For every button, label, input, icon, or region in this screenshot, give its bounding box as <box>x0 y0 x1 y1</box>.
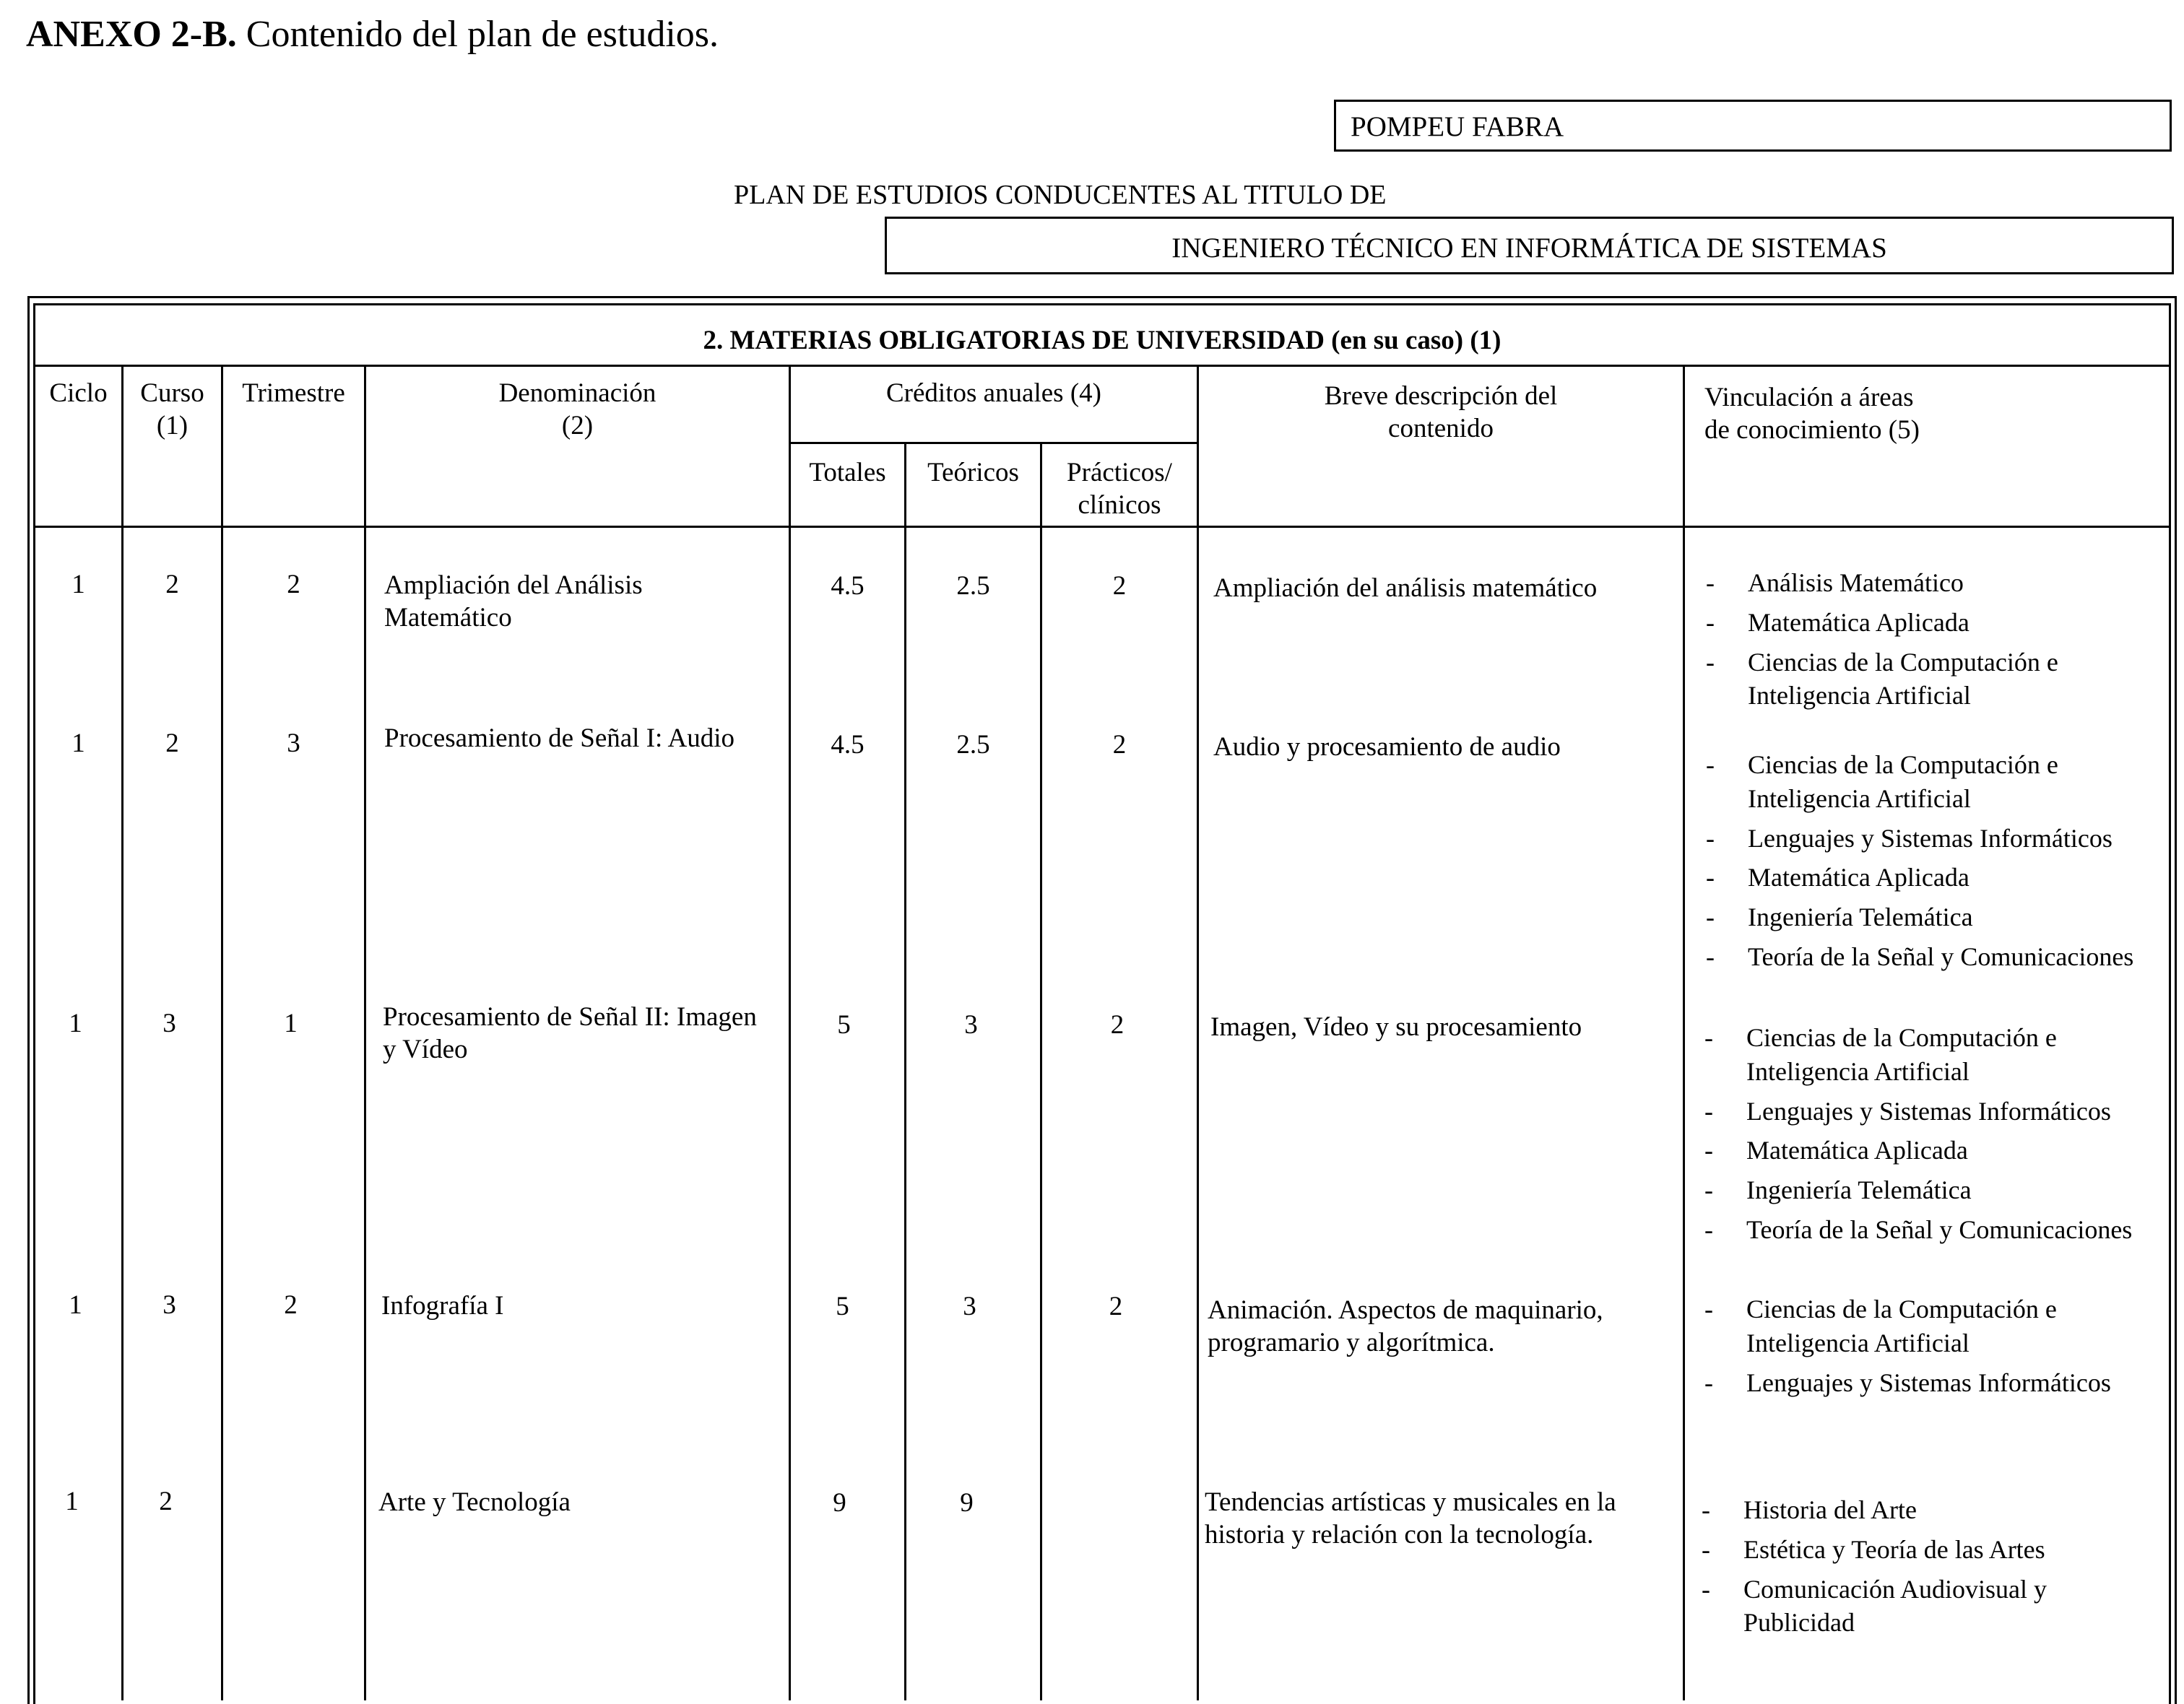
cell-trimestre: 3 <box>287 729 300 758</box>
cell-practicos: 2 <box>1112 571 1127 601</box>
cell-totales: 4.5 <box>831 571 864 601</box>
header-curso: Curso (1) <box>140 378 204 441</box>
cell-ciclo: 1 <box>69 1290 82 1320</box>
cell-curso: 3 <box>162 1290 176 1320</box>
area-item: - Lenguajes y Sistemas Informáticos <box>1696 1095 2158 1129</box>
plan-label: PLAN DE ESTUDIOS CONDUCENTES AL TITULO DE <box>734 180 1387 210</box>
area-item: - Ciencias de la Computación e Inteligencia Artificial <box>1696 1292 2158 1360</box>
cell-areas <box>1696 1292 2158 1405</box>
area-item: - Teoría de la Señal y Comunicaciones <box>1696 1213 2158 1247</box>
university-name: POMPEU FABRA <box>1351 111 1564 142</box>
university-box <box>1334 100 2172 152</box>
cell-ciclo: 1 <box>65 1487 79 1516</box>
area-item: - Ciencias de la Computación e Inteligencia Artificial <box>1696 1021 2158 1089</box>
cell-ciclo: 1 <box>72 570 85 599</box>
cell-practicos: 2 <box>1112 730 1127 760</box>
cell-descripcion: Imagen, Vídeo y su procesamiento <box>1210 1012 1582 1042</box>
area-item: - Ingeniería Telemática <box>1697 900 2159 934</box>
area-item: - Matemática Aplicada <box>1696 1134 2158 1168</box>
credits-subheader-rule <box>789 442 1197 444</box>
annex-title-bold: ANEXO 2-B. <box>26 14 237 55</box>
section-title-rule <box>33 365 2171 367</box>
cell-trimestre: 1 <box>284 1009 298 1038</box>
cell-teoricos: 3 <box>963 1292 976 1321</box>
area-item: - Matemática Aplicada <box>1697 861 2159 895</box>
cell-curso: 2 <box>159 1487 173 1516</box>
cell-ciclo: 1 <box>72 729 85 758</box>
area-item: - Historia del Arte <box>1693 1493 2155 1527</box>
area-item: - Ciencias de la Computación e Inteligencia Artificial <box>1697 645 2159 713</box>
header-descripcion: Breve descripción del contenido <box>1324 381 1558 444</box>
cell-areas <box>1697 748 2159 980</box>
cell-ciclo: 1 <box>69 1009 82 1038</box>
col-divider-practicos <box>1197 365 1199 1700</box>
cell-denominacion: Procesamiento de Señal II: Imagen y Vídeo <box>383 1002 757 1065</box>
cell-descripcion: Animación. Aspectos de maquinario, programario y algorítmica. <box>1208 1295 1603 1358</box>
header-trimestre: Trimestre <box>242 378 345 408</box>
cell-denominacion: Ampliación del Análisis Matemático <box>384 570 643 633</box>
cell-trimestre: 2 <box>287 570 300 599</box>
area-item: - Análisis Matemático <box>1697 566 2159 600</box>
cell-totales: 4.5 <box>831 730 864 760</box>
cell-descripcion: Audio y procesamiento de audio <box>1213 732 1561 762</box>
cell-descripcion: Ampliación del análisis matemático <box>1213 573 1598 603</box>
area-item: - Matemática Aplicada <box>1697 606 2159 640</box>
cell-curso: 2 <box>165 570 179 599</box>
cell-practicos: 2 <box>1110 1010 1124 1040</box>
header-denominacion: Denominación (2) <box>498 378 656 441</box>
cell-areas <box>1697 566 2159 718</box>
area-item: - Ciencias de la Computación e Inteligencia Artificial <box>1697 748 2159 816</box>
cell-trimestre: 2 <box>284 1290 298 1320</box>
header-creditos: Créditos anuales (4) <box>886 378 1101 408</box>
cell-totales: 9 <box>833 1488 846 1518</box>
area-item: - Teoría de la Señal y Comunicaciones <box>1697 940 2159 974</box>
cell-denominacion: Procesamiento de Señal I: Audio <box>384 723 735 753</box>
header-vinculacion: Vinculación a áreas de conocimiento (5) <box>1704 383 1920 445</box>
cell-areas <box>1693 1493 2155 1646</box>
header-ciclo: Ciclo <box>49 378 108 408</box>
cell-practicos: 2 <box>1109 1292 1123 1321</box>
area-item: - Lenguajes y Sistemas Informáticos <box>1696 1366 2158 1400</box>
header-bottom-rule <box>33 526 2171 528</box>
cell-curso: 3 <box>162 1009 176 1038</box>
area-item: - Ingeniería Telemática <box>1696 1173 2158 1207</box>
cell-denominacion: Arte y Tecnología <box>378 1487 571 1517</box>
header-practicos: Prácticos/ clínicos <box>1067 458 1172 521</box>
section-title: 2. MATERIAS OBLIGATORIAS DE UNIVERSIDAD (en su caso) (1) <box>703 326 1502 355</box>
degree-box <box>885 217 2174 274</box>
degree-name: INGENIERO TÉCNICO EN INFORMÁTICA DE SISTEMAS <box>1171 232 1887 264</box>
area-item: - Lenguajes y Sistemas Informáticos <box>1697 822 2159 856</box>
area-item: - Comunicación Audiovisual y Publicidad <box>1693 1573 2155 1640</box>
col-divider-teoricos <box>1040 442 1042 1700</box>
cell-totales: 5 <box>836 1292 849 1321</box>
col-divider-descripcion <box>1683 365 1685 1700</box>
cell-teoricos: 9 <box>960 1488 974 1518</box>
cell-areas <box>1696 1021 2158 1253</box>
area-item: - Estética y Teoría de las Artes <box>1693 1533 2155 1567</box>
cell-teoricos: 2.5 <box>956 730 990 760</box>
header-totales: Totales <box>809 458 886 487</box>
header-teoricos: Teóricos <box>927 458 1019 487</box>
cell-descripcion: Tendencias artísticas y musicales en la historia y relación con la tecnología. <box>1205 1487 1616 1550</box>
cell-denominacion: Infografía I <box>381 1291 504 1321</box>
cell-totales: 5 <box>837 1010 851 1040</box>
annex-title-rest: Contenido del plan de estudios. <box>236 14 719 55</box>
annex-title <box>26 13 719 56</box>
col-divider-trimestre <box>364 365 366 1700</box>
cell-teoricos: 2.5 <box>956 571 990 601</box>
cell-teoricos: 3 <box>964 1010 978 1040</box>
cell-curso: 2 <box>165 729 179 758</box>
